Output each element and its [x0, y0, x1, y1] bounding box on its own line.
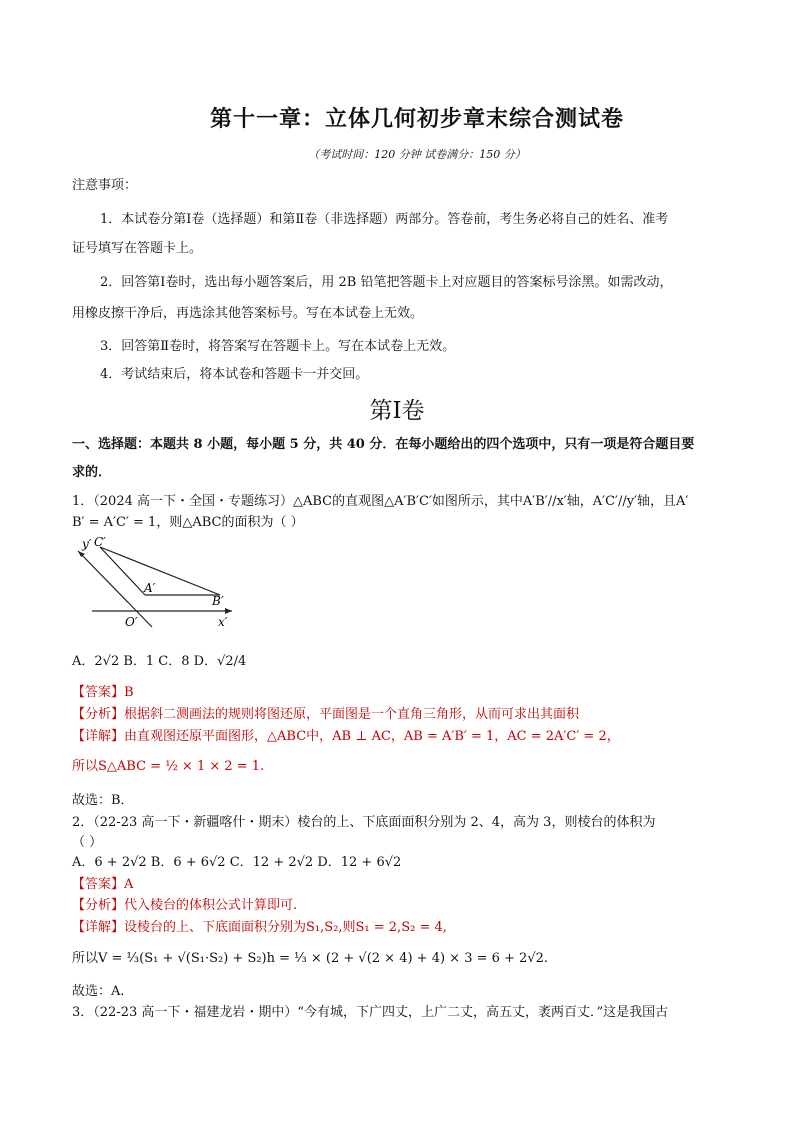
- analysis-tag: 【分析】: [72, 707, 125, 722]
- analysis-line: [72, 898, 297, 914]
- solution-line: 所以V = ⅓(S₁ + √(S₁·S₂) + S₂)h = ⅓ × (2 + √(2 × 4) + 4) × 3 = 6 + 2√2.: [72, 951, 549, 966]
- detail-text: 设棱台的上、下底面面积分别为S₁,S₂,则S₁ = 2,S₂ = 4,: [124, 920, 447, 935]
- analysis-tag: 【分析】: [72, 898, 125, 913]
- question-stem: （ ）: [72, 835, 103, 850]
- section-title: 第Ⅰ卷: [369, 398, 425, 424]
- label-a: A′: [144, 581, 156, 595]
- detail-line: [72, 920, 447, 936]
- answer-value: A: [124, 877, 134, 892]
- detail-text: 由直观图还原平面图形，△ABC中，AB ⊥ AC，AB = A′B′ = 1，AC = 2A′C′ = 2，: [124, 729, 620, 744]
- question-stem: 3．（22-23 高一下・福建龙岩・期中）“今有城，下广四丈，上广二丈，高五丈，袤两百丈．”这是我国古: [72, 1005, 669, 1020]
- question-stem: B′ = A′C′ = 1，则△ABC的面积为（ ）: [72, 515, 304, 530]
- label-b: B′: [212, 594, 224, 608]
- detail-tag: 【详解】: [72, 729, 125, 744]
- question-stem: 2．（22-23 高一下・新疆喀什・期末）棱台的上、下底面面积分别为 2、4，高为 3，则棱台的体积为: [72, 815, 656, 830]
- notice-item: 2．回答第Ⅰ卷时，选出每小题答案后，用 2B 铅笔把答题卡上对应题目的答案标号涂黑。如需改动，: [100, 275, 673, 290]
- question-options: A．2√2 B．1 C．8 D．√2/4: [72, 654, 247, 669]
- detail-tag: 【详解】: [72, 920, 125, 935]
- answer-tag: 【答案】: [72, 685, 125, 700]
- notice-item: 3．回答第Ⅱ卷时，将答案写在答题卡上。写在本试卷上无效。: [100, 339, 456, 354]
- notice-item: 用橡皮擦干净后，再选涂其他答案标号。写在本试卷上无效。: [72, 306, 424, 321]
- answer-line: [72, 685, 134, 701]
- analysis-text: 代入棱台的体积公式计算即可.: [124, 898, 298, 913]
- choose-line: 故选：A.: [72, 984, 125, 999]
- choose-line: 故选：B．: [72, 793, 134, 808]
- notice-item: 4．考试结束后，将本试卷和答题卡一并交回。: [100, 367, 369, 382]
- notice-item: 证号填写在答题卡上。: [72, 241, 203, 256]
- answer-line: [72, 877, 133, 893]
- analysis-line: [72, 707, 579, 723]
- solution-line: 所以S△ABC = ½ × 1 × 2 = 1.: [72, 759, 265, 774]
- detail-line: [72, 729, 620, 745]
- page-title: 第十一章：立体几何初步章末综合测试卷: [209, 107, 624, 132]
- label-c: C′: [94, 535, 106, 549]
- section-intro: 求的．: [72, 465, 112, 480]
- answer-tag: 【答案】: [72, 877, 125, 892]
- section-intro: 一、选择题：本题共 8 小题，每小题 5 分，共 40 分．在每小题给出的四个选项中，只有一项是符合题目要: [72, 437, 695, 452]
- label-y-axis: y′: [82, 537, 92, 551]
- exam-subtitle: （考试时间：120 分钟 试卷满分：150 分）: [308, 148, 526, 161]
- label-x-axis: x′: [218, 615, 228, 629]
- notice-heading: 注意事项：: [72, 178, 138, 193]
- notice-item: 1．本试卷分第Ⅰ卷（选择题）和第Ⅱ卷（非选择题）两部分。答卷前，考生务必将自己的姓名、准考: [100, 212, 669, 227]
- label-o: O′: [125, 615, 138, 629]
- question-options: A．6 + 2√2 B．6 + 6√2 C．12 + 2√2 D．12 + 6√2: [72, 855, 402, 870]
- oblique-projection-figure: [70, 535, 240, 635]
- question-stem: 1．（2024 高一下・全国・专题练习）△ABC的直观图△A′B′C′如图所示，其中A′B′//x′轴，A′C′//y′轴，且A′: [72, 494, 689, 509]
- analysis-text: 根据斜二测画法的规则将图还原，平面图是一个直角三角形，从而可求出其面积: [124, 707, 580, 722]
- answer-value: B: [124, 685, 134, 700]
